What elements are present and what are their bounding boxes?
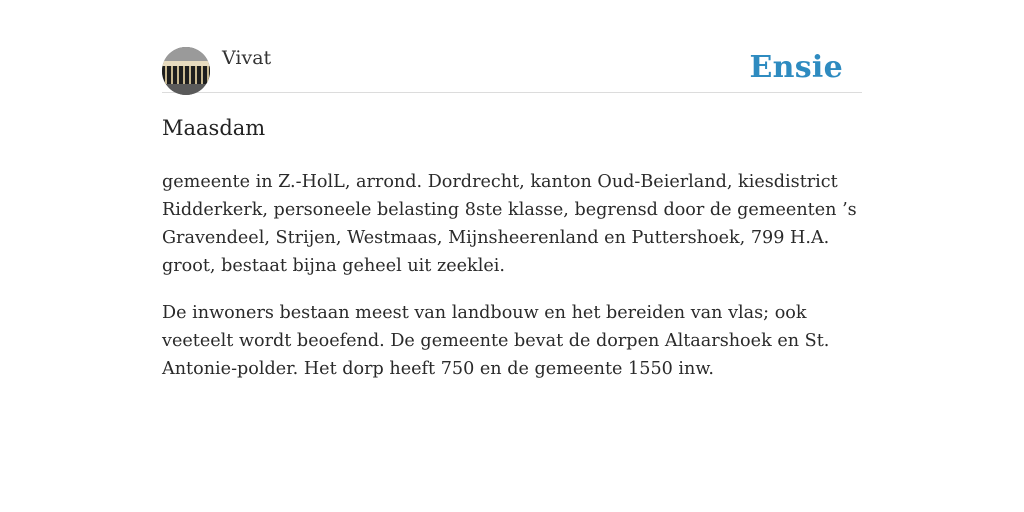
book-spines-icon — [162, 47, 210, 95]
brand-logo[interactable]: Ensie — [749, 50, 843, 85]
entry-page — [162, 0, 862, 379]
source-avatar[interactable] — [162, 47, 210, 95]
source-name[interactable]: Vivat — [222, 47, 272, 69]
entry-title: Maasdam — [162, 116, 266, 140]
entry-paragraph: De inwoners bestaan meest van landbouw en het bereiden van vlas; ook veeteelt wordt beoefend. De gemeente bevat de dorpen Altaarshoek en St. Antonie-polder. Het dorp heeft 750 en de gemeente 1550 inw. — [162, 303, 830, 379]
entry-body — [162, 168, 862, 402]
entry-header — [162, 0, 862, 93]
entry-paragraph: gemeente in Z.-HolL, arrond. Dordrecht, kanton Oud-Beierland, kiesdistrict Ridderkerk, personeele belasting 8ste klasse, begrensd door de gemeenten ’s Gravendeel, Strijen, Westmaas, Mijnsheerenland en Puttershoek, 799 H.A. groot, bestaat bijna geheel uit zeeklei. — [162, 172, 857, 276]
